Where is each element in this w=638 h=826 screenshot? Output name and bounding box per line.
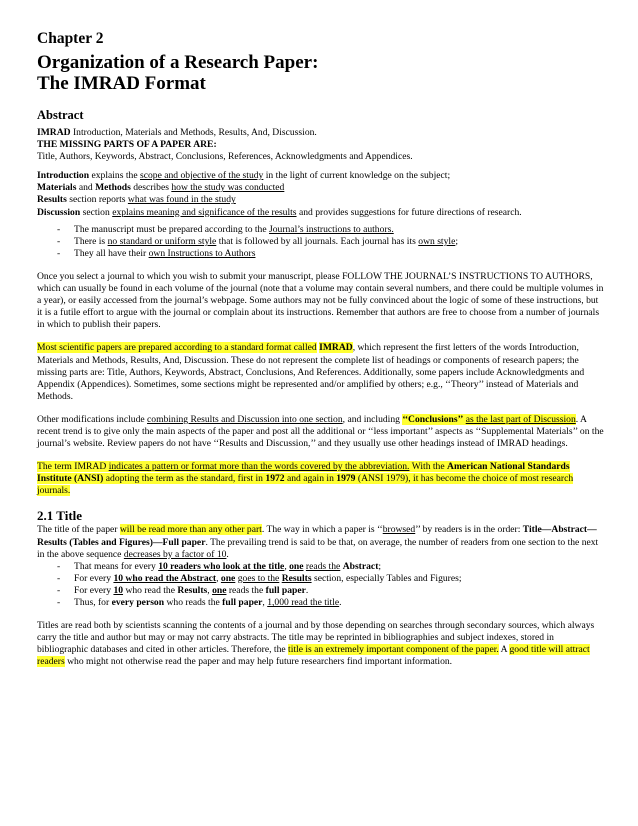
document-page bbox=[37, 30, 605, 668]
readership-list bbox=[37, 561, 605, 609]
list-item: - There is no standard or uniform style that is followed by all journals. Each journal has its own style; bbox=[37, 236, 605, 248]
paragraph-title-reading-order: The title of the paper will be read more than any other part. The way in which a paper is ‘‘browsed’’ by readers is in the order: Title—Abstract—Results (Tables and Figures)—Full paper. The prevailing trend is said to be that, on average, the number of readers from one section to the next in the above sequence decreases by a factor of 10. bbox=[37, 524, 599, 560]
page-title-line-1: Organization of a Research Paper: bbox=[37, 52, 319, 73]
abstract-heading: Abstract bbox=[37, 108, 84, 122]
list-item: - For every 10 who read the Results, one reads the full paper. bbox=[37, 585, 605, 597]
list-item: - That means for every 10 readers who look at the title, one reads the Abstract; bbox=[37, 561, 605, 573]
definition-results: Results section reports what was found in the study bbox=[37, 194, 236, 206]
definition-discussion: Discussion section explains meaning and significance of the results and provides suggestions for future directions of research. bbox=[37, 206, 522, 218]
definition-introduction: Introduction explains the scope and objective of the study in the light of current knowledge on the subject; bbox=[37, 170, 451, 182]
paragraph-imrad-format: Most scientific papers are prepared according to a standard format called IMRAD, which represent the first letters of the words Introduction, Materials and Methods, Results, And, Discussion. These do not represent the complete list of headings or components of research papers; the missing parts are: Title, Authors, Keywords, Abstract, Conclusions, And References. Additionally, some papers include Acknowledgments and Appendix (Appendices). Sometimes, some sections might be represented and/or amplified by others; e.g., ‘‘Theory’’ instead of Materials and Methods. bbox=[37, 342, 585, 402]
instructions-list bbox=[37, 224, 605, 260]
paragraph-journal-instructions: Once you select a journal to which you wish to submit your manuscript, please FOLLOW THE JOURNAL’S INSTRUCTIONS TO AUTHORS, which can usually be found in each volume of the journal (note that a volume may contain several numbers, and there could be multiple volumes in a year), or easily accessed from the journal’s webpage. Some authors may not be fully convinced about the logic of some of these instructions, but it is a futile effort to argue with the journal or complain about its instructions. Remember that authors are free to choose from a number of journals in which to publish their papers. bbox=[37, 270, 604, 331]
section-title-heading: 2.1 Title bbox=[37, 508, 83, 524]
paragraph-title-importance: Titles are read both by scientists scanning the contents of a journal and by those depending on searches through secondary sources, which always carry the title and author but may or may not carry abstracts. The title may be reprinted in bibliographies and subject indexes, stored in bibliographic databases and cited in other articles. Therefore, the title is an extremely important component of the paper. A good title will attract readers who might not otherwise read the paper and may help future researchers find important information. bbox=[37, 620, 595, 668]
list-item: - The manuscript must be prepared according to the Journal’s instructions to authors. bbox=[37, 224, 605, 236]
page-title-line-2: The IMRAD Format bbox=[37, 73, 206, 94]
paragraph-ansi: The term IMRAD indicates a pattern or format more than the words covered by the abbreviation. With the American National Standards Institute (ANSI) adopting the term as the standard, first in 1972 and again in 1979 (ANSI 1979), it has become the choice of most research journals. bbox=[37, 461, 574, 497]
list-item: - For every 10 who read the Abstract, one goes to the Results section, especially Tables and Figures; bbox=[37, 573, 605, 585]
chapter-label: Chapter 2 bbox=[37, 30, 104, 47]
list-item: - Thus, for every person who reads the full paper, 1,000 read the title. bbox=[37, 597, 605, 609]
paragraph-modifications: Other modifications include combining Results and Discussion into one section, and including ‘‘Conclusions’’ as the last part of Discussion. A recent trend is to give only the main aspects of the paper and post all the additional or ‘‘less important’’ aspects as ‘‘Supplemental Materials’’ on the journal’s website. Review papers do not have ‘‘Results and Discussion,’’ and they usually use other headings instead of IMRAD headings. bbox=[37, 413, 604, 450]
definition-methods: Materials and Methods describes how the study was conducted bbox=[37, 182, 285, 194]
imrad-line: IMRAD Introduction, Materials and Methods, Results, And, Discussion. bbox=[37, 127, 317, 138]
missing-parts-heading: THE MISSING PARTS OF A PAPER ARE: bbox=[37, 139, 217, 151]
missing-parts-list: Title, Authors, Keywords, Abstract, Conclusions, References, Acknowledgments and Appendices. bbox=[37, 151, 413, 163]
list-item: - They all have their own Instructions to Authors bbox=[37, 248, 605, 260]
